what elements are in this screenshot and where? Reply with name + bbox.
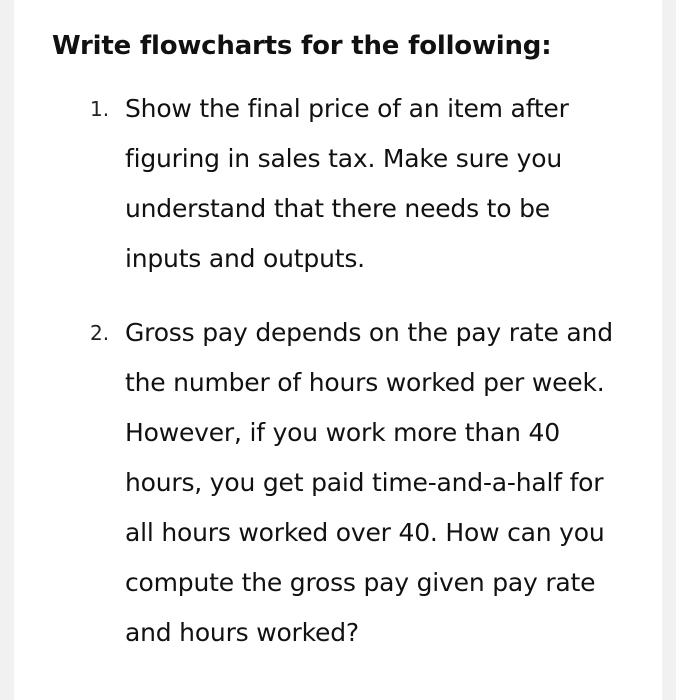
question-text-2 — [125, 308, 645, 658]
question-2-line-7: and hours worked? — [125, 618, 359, 647]
question-1-line-4: inputs and outputs. — [125, 244, 365, 273]
question-1-line-3: understand that there needs to be — [125, 194, 550, 223]
question-2-line-5: all hours worked over 40. How can you — [125, 518, 605, 547]
question-number-1: 1. — [90, 97, 110, 121]
question-2-line-4: hours, you get paid time-and-a-half for — [125, 468, 604, 497]
question-2-line-1: Gross pay depends on the pay rate and — [125, 318, 613, 347]
question-1-line-2: figuring in sales tax. Make sure you — [125, 144, 563, 173]
question-text-1 — [125, 84, 645, 284]
question-2-line-3: However, if you work more than 40 — [125, 418, 560, 447]
left-margin-strip — [0, 0, 14, 700]
right-margin-strip — [662, 0, 676, 700]
question-number-2: 2. — [90, 321, 110, 345]
page-heading: Write flowcharts for the following: — [52, 31, 552, 62]
question-2-line-6: compute the gross pay given pay rate — [125, 568, 596, 597]
question-2-line-2: the number of hours worked per week. — [125, 368, 605, 397]
question-1-line-1: Show the final price of an item after — [125, 94, 569, 123]
